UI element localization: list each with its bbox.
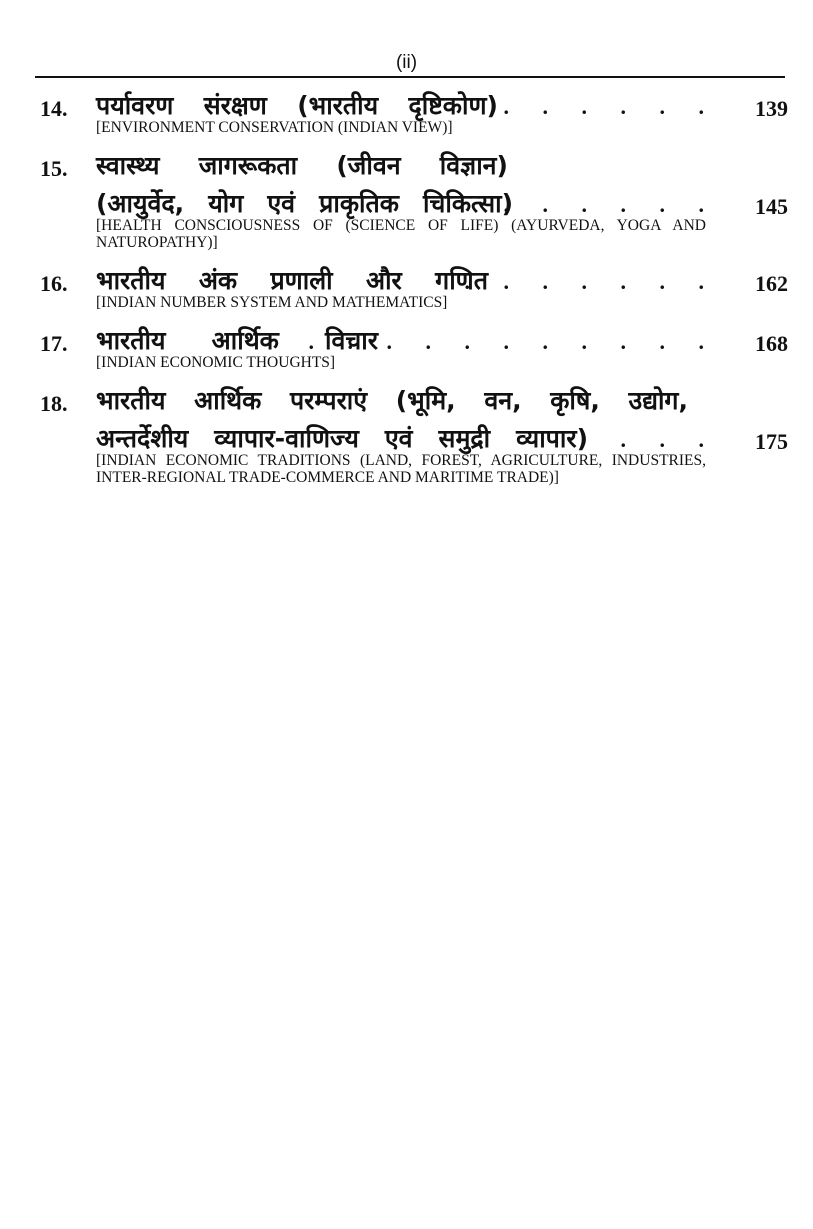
hindi-title-continued: अन्तर्देशीय व्यापार-वाणिज्य एवं समुद्री व्यापार): [96, 424, 588, 453]
leader-dots: . . . . . .: [503, 192, 718, 217]
page-ref: 175: [755, 429, 788, 454]
toc-line: [40, 184, 788, 222]
english-title: [HEALTH CONSCIOUSNESS OF (SCIENCE OF LIFE) (AYURVEDA, YOGA AND NATUROPATHY)]: [96, 217, 706, 251]
english-title: [INDIAN NUMBER SYSTEM AND MATHEMATICS]: [96, 294, 448, 311]
toc-entry-16: [40, 261, 788, 311]
table-of-contents: [40, 86, 788, 496]
entry-number: 14.: [40, 96, 68, 121]
page-number: (ii): [395, 52, 418, 73]
english-title: [INDIAN ECONOMIC THOUGHTS]: [96, 354, 336, 371]
toc-line: [40, 261, 788, 299]
leader-dots: . . .: [620, 427, 718, 452]
leader-dots: . . . . . . . . . . .: [308, 329, 718, 354]
header-rule: [35, 76, 785, 78]
toc-entry-15: [40, 146, 788, 251]
page-ref: 139: [755, 96, 788, 121]
toc-line: [40, 86, 788, 124]
leader-dots: . . . . . . .: [464, 269, 718, 294]
entry-number: 17.: [40, 331, 68, 356]
hindi-title: स्वास्थ्य जागरूकता (जीवन विज्ञान): [96, 151, 508, 180]
entry-number: 15.: [40, 156, 68, 181]
toc-line: [40, 381, 788, 419]
toc-line: [40, 419, 788, 457]
entry-number: 18.: [40, 391, 68, 416]
hindi-title: भारतीय आर्थिक विचार: [96, 326, 378, 355]
english-title: [ENVIRONMENT CONSERVATION (INDIAN VIEW)]: [96, 119, 453, 136]
page-ref: 145: [755, 194, 788, 219]
hindi-title-continued: (आयुर्वेद, योग एवं प्राकृतिक चिकित्सा): [96, 189, 513, 218]
page-ref: 168: [755, 331, 788, 356]
toc-entry-18: [40, 381, 788, 486]
leader-dots: . . . . . .: [503, 94, 718, 119]
toc-line: [40, 146, 788, 184]
toc-entry-14: [40, 86, 788, 136]
hindi-title: भारतीय आर्थिक परम्पराएं (भूमि, वन, कृषि, उद्योग,: [96, 386, 688, 415]
toc-line: [40, 321, 788, 359]
english-title: [INDIAN ECONOMIC TRADITIONS (LAND, FOREST, AGRICULTURE, INDUSTRIES, INTER-REGIONAL TRADE-COMMERCE AND MARITIME TRADE)]: [96, 452, 706, 486]
hindi-title: पर्यावरण संरक्षण (भारतीय दृष्टिकोण): [96, 91, 498, 120]
toc-entry-17: [40, 321, 788, 371]
entry-number: 16.: [40, 271, 68, 296]
page-ref: 162: [755, 271, 788, 296]
hindi-title: भारतीय अंक प्रणाली और गणित: [96, 266, 488, 295]
